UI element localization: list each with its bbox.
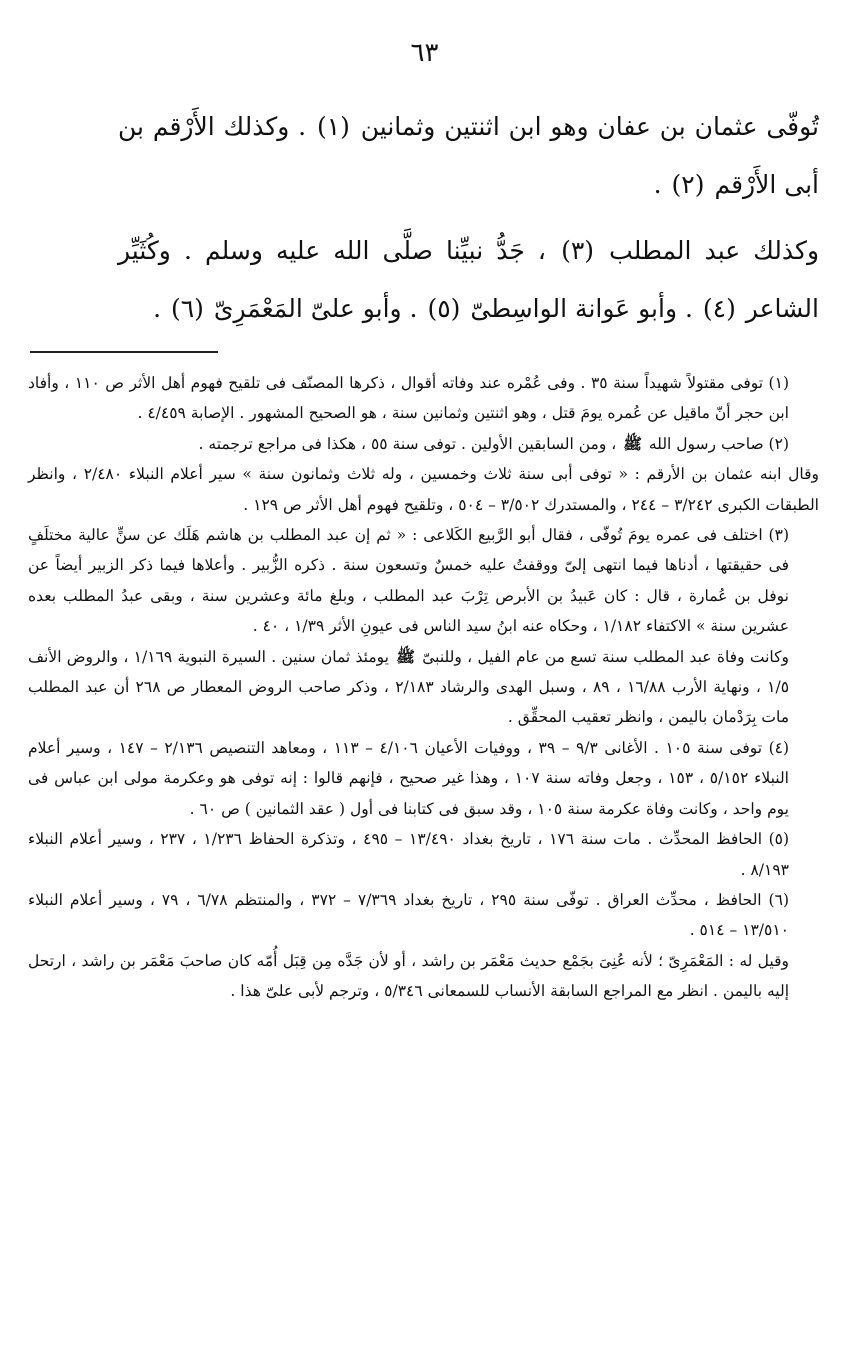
main-text <box>118 98 819 346</box>
main-p1-text-b: . وكذلك الأَرْقم بن أبى الأَرْقم <box>118 112 819 199</box>
footnote-ref-4: (٤) <box>702 294 736 323</box>
main-p1-text-c: . <box>653 170 662 199</box>
salawat-icon: ﷺ <box>623 433 642 453</box>
main-p2-text-c: . وأبو عَوانة الواسِطىّ <box>470 294 693 323</box>
footnote-5: (٥) الحافظ المحدِّث . مات سنة ١٧٦ ، تاريخ بغداد ١٣/٤٩٠ – ٤٩٥ ، وتذكرة الحفاظ ١/٢٣٦ ، ٢٣٧ ، وسير أعلام النبلاء ٨/١٩٣ . <box>28 830 790 879</box>
footnote-divider <box>30 351 218 353</box>
footnote-2 <box>28 429 819 459</box>
main-paragraph-2 <box>118 222 819 338</box>
footnote-6-continuation: وقيل له : المَعْمَرِىّ ؛ لأنه عُنِىَ بجَمْع حديث مَعْمَر بن راشد ، أو لأن جَدَّه مِن قِبَل أُمّه كان صاحبَ مَعْمَر بن راشد ، ارتحل إليه باليمن . انظر مع المراجع السابقة الأنساب للسمعانى ٥/٣٤٦ ، وترجم لأبى علىّ هذا . <box>28 951 789 1001</box>
footnote-3b-text-b: يومئذ ثمان سنين . السيرة النبوية ١/١٦٩ ، والروض الأنف ١/٥ ، ونهاية الأرب ١٦/٨٨ ، ٨٩ ، وسبل الهدى والرشاد ٢/١٨٣ ، وذكر صاحب الروض المعطار ص ٢٦٨ أن عبد المطلب مات بِرَدْمان باليمن ، وانظر تعقيب المحقِّق . <box>28 647 790 727</box>
footnote-3b-text-a: وكانت وفاة عبد المطلب سنة تسع من عام الفيل ، وللنبىّ <box>422 647 789 666</box>
main-p2-text-b: ، جَدُّ نبيِّنا صلَّى الله عليه وسلم . وكُثَيِّر الشاعر <box>118 236 819 323</box>
footnote-ref-3: (٣) <box>561 236 595 265</box>
footnote-4: (٤) توفى سنة ١٠٥ . الأغانى ٩/٣ – ٣٩ ، ووفيات الأعيان ٤/١٠٦ – ١١٣ ، ومعاهد التنصيص ٢/١٣٦ – ١٤٧ ، وسير أعلام النبلاء ٥/١٥٢ ، ١٥٣ ، وجعل وفاته سنة ١٠٧ ، وهذا غير صحيح ، فإنهم قالوا : إنه توفى هو وعكرمة مولى ابن عباس فى يوم واحد ، وكانت وفاة عكرمة سنة ١٠٥ ، وقد سبق فى كتابنا فى أول ( عقد الثمانين ) ص ٦٠ . <box>28 738 790 818</box>
footnote-ref-1: (١) <box>316 112 350 141</box>
main-p2-text-e: . <box>153 294 162 323</box>
salawat-icon: ﷺ <box>396 646 415 666</box>
footnote-2-text-b: ، ومن السابقين الأولين . توفى سنة ٥٥ ، هكذا فى مراجع ترجمته . <box>198 434 617 453</box>
footnote-ref-2: (٢) <box>671 170 705 199</box>
footnote-3: (٣) اختلف فى عمره يومَ تُوفّى ، فقال أبو الرَّبيع الكَلاعى : « ثم إن عبد المطلب بن هاشم هَلَك عن سنٍّ عالية مختلَفٍ فى حقيقتها ، أدناها فيما انتهى إلىّ ووقفتُ عليه خمسٌ وتسعون سنة . ذكره الزُّبير . وأعلاها فيما ذكر الزبير أيضاً عن نوفل بن عُمارة ، قال : كان عَبيدُ بن الأبرص تِرْبَ عبد المطلب ، وبلغ مائة وعشرين سنة ، وبقى عبدُ المطلب بعده عشرين سنة » الاكتفاء ١/١٨٢ ، وحكاه عنه ابنُ سيد الناس فى عيونِ الأثر ١/٣٩ ، ٤٠ . <box>28 526 789 636</box>
page-number: ٦٣ <box>410 38 439 68</box>
footnote-2-text-a: (٢) صاحب رسول الله <box>648 434 789 453</box>
footnote-ref-5: (٥) <box>427 294 461 323</box>
footnote-ref-6: (٦) <box>170 294 204 323</box>
main-p2-text-d: . وأبو علىّ المَعْمَرِىّ <box>213 294 418 323</box>
main-p2-text-a: وكذلك عبد المطلب <box>609 236 820 265</box>
main-p1-text-a: تُوفّى عثمان بن عفان وهو ابن اثنتين وثمانين <box>360 112 819 141</box>
footnote-1: (١) توفى مقتولاً شهيداً سنة ٣٥ . وفى عُمْره عند وفاته أقوال ، ذكرها المصنّف فى تلقيح فهوم أهل الأثر ص ١١٠ ، وأفاد ابن حجر أنّ ماقيل عن عُمره يومَ قتل ، وهو اثنتين وثمانين سنة ، هو الصحيح المشهور . الإصابة ٤/٤٥٩ . <box>28 374 789 423</box>
footnote-2-continuation: وقال ابنه عثمان بن الأرقم : « توفى أبى سنة ثلاث وخمسين ، وله ثلاث وثمانون سنة » سير أعلام النبلاء ٢/٤٨٠ ، وانظر الطبقات الكبرى ٣/٢٤٢ – ٢٤٤ ، والمستدرك ٣/٥٠٢ – ٥٠٤ ، وتلقيح فهوم أهل الأثر ص ١٢٩ . <box>28 465 819 514</box>
main-paragraph-1 <box>118 98 819 214</box>
footnotes <box>28 368 819 1007</box>
footnote-6: (٦) الحافظ ، محدِّث العراق . توفّى سنة ٢٩٥ ، تاريخ بغداد ٧/٣٦٩ – ٣٧٢ ، والمنتظم ٦/٧٨ ، ٧٩ ، وسير أعلام النبلاء ١٣/٥١٠ – ٥١٤ . <box>28 890 789 940</box>
footnote-3-continuation <box>28 642 819 733</box>
